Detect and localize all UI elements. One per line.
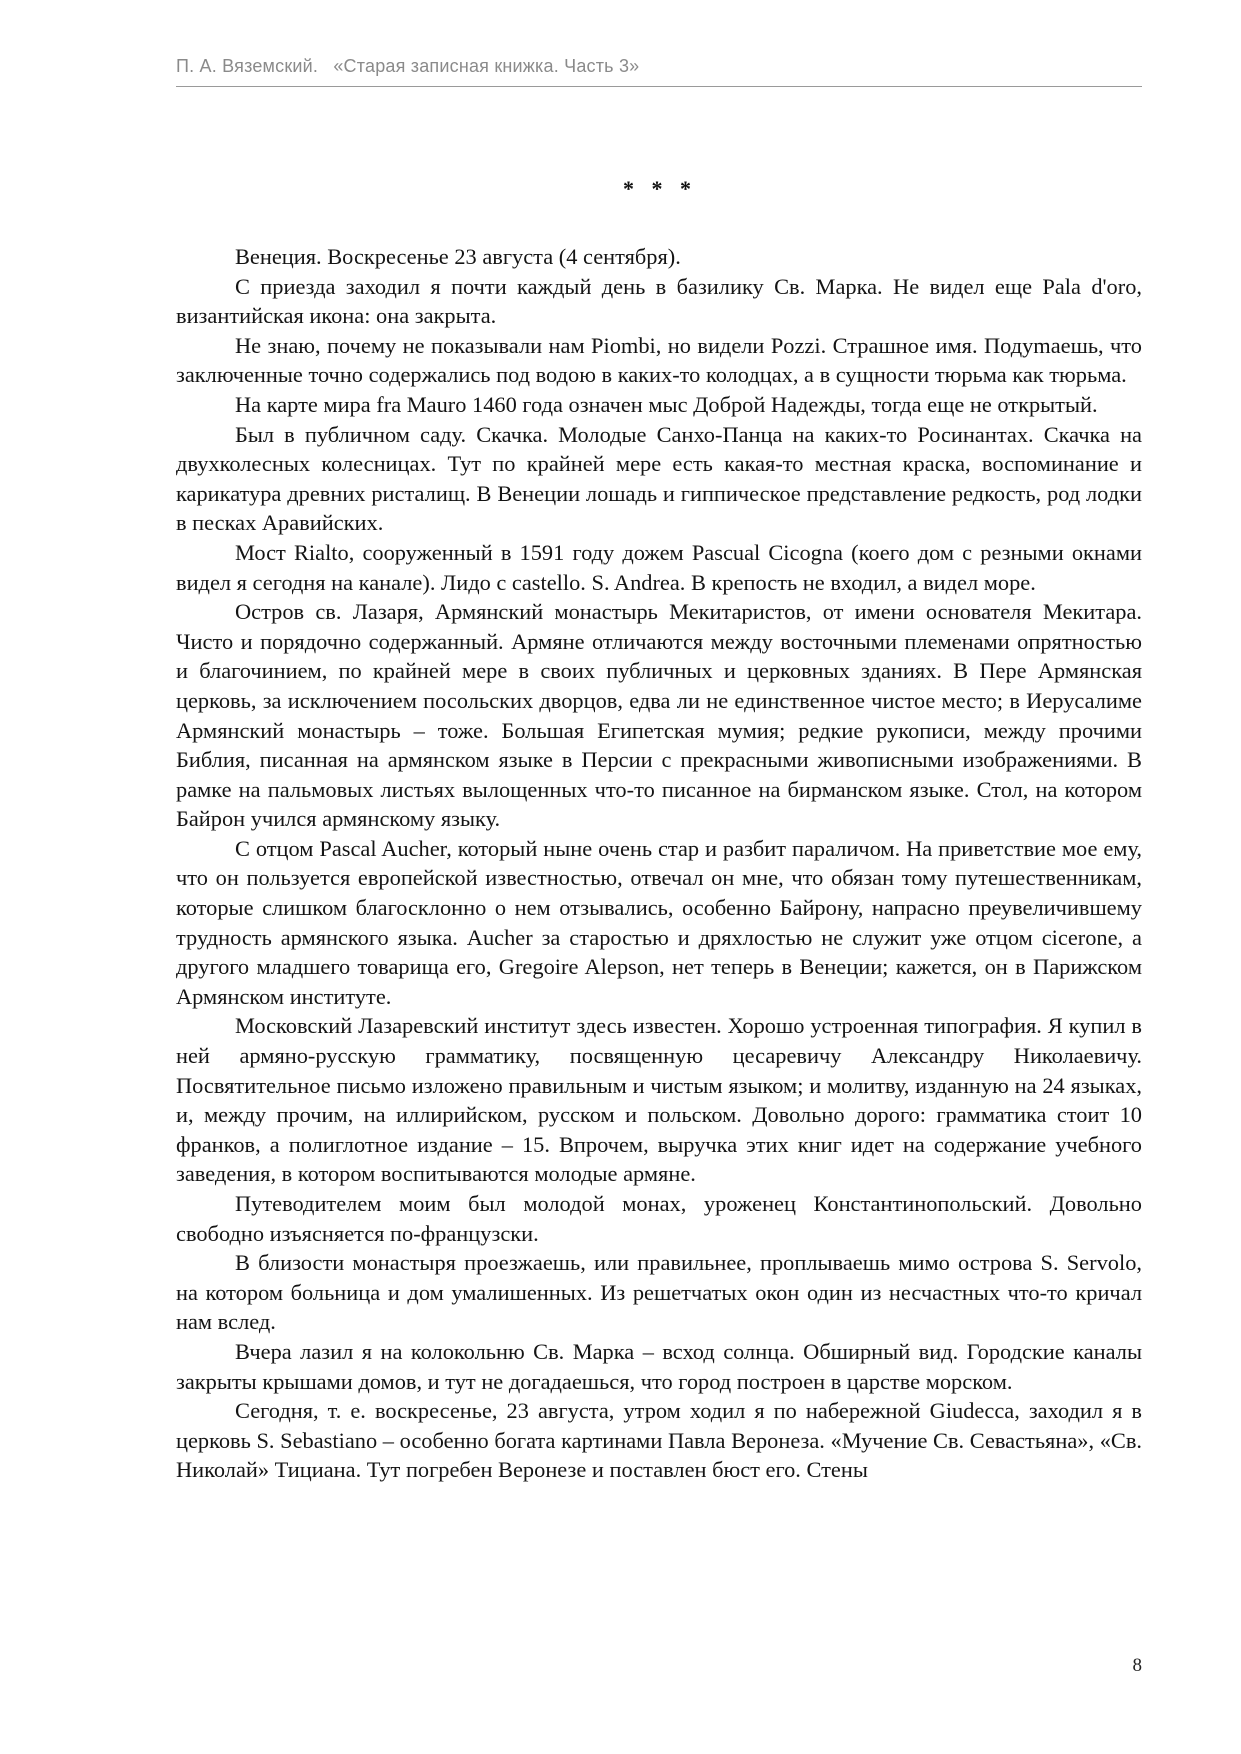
paragraph: Вчера лазил я на колокольню Св. Марка – всход солнца. Обширный вид. Городские каналы закрыты крышами домов, и тут не догадаешься, что город построен в царстве морском. bbox=[176, 1338, 1142, 1394]
paragraph: Сегодня, т. е. воскресенье, 23 августа, утром ходил я по набережной Giudecca, заходил я в церковь S. Sebastiano – особенно богата картинами Павла Веронеза. «Мучение Св. Севастьяна», «Св. Николай» Тициана. Тут погребен Веронезе и поставлен бюст его. Стены bbox=[176, 1398, 1142, 1483]
paragraph: Не знаю, почему не показывали нам Piombi, но видели Pozzi. Страшное имя. Подуmаешь, что заключенные точно содержались под водою в каких-то колодцах, а в сущности тюрьма как тюрьма. bbox=[176, 332, 1142, 388]
paragraph: Венеция. Воскресенье 23 августа (4 сентября). bbox=[235, 244, 681, 269]
section-separator: * * * bbox=[623, 176, 697, 201]
paragraph: В близости монастыря проезжаешь, или правильнее, проплываешь мимо острова S. Servolo, на котором больница и дом умалишенных. Из решетчатых окон один из несчастных что-то кричал нам вслед. bbox=[176, 1250, 1142, 1335]
page-number: 8 bbox=[1132, 1655, 1142, 1676]
paragraph: С отцом Pascal Aucher, который ныне очень стар и разбит параличом. На приветствие мое ему, что он пользуется европейской известностью, отвечал он мне, что обязан тому путешественникам, которые слишком благосклонно о нем отзывались, особенно Байрону, напрасно преувеличившему трудность армянского языка. Aucher за старостью и дряхлостью не служит уже отцом cicerone, а другого младшего товарища его, Gregoire Alepson, нет теперь в Венеции; кажется, он в Парижском Армянском институте. bbox=[176, 835, 1142, 1009]
paragraph: С приезда заходил я почти каждый день в базилику Св. Марка. Не видел еще Pala d'oro, византийская икона: она закрыта. bbox=[176, 273, 1142, 329]
header-author: П. А. Вяземский. bbox=[176, 56, 319, 76]
paragraph: Московский Лазаревский институт здесь известен. Хорошо устроенная типография. Я купил в ней армяно-русскую грамматику, посвященную цесаревичу Александру Николаевичу. Посвятительное письмо изложено правильным и чистым языком; и молитву, изданную на 24 языках, и, между прочим, на иллирийском, русском и польском. Довольно дорого: грамматика стоит 10 франков, а полиглотное издание – 15. Впрочем, выручка этих книг идет на содержание учебного заведения, в котором воспитываются молодые армяне. bbox=[176, 1013, 1142, 1187]
paragraph: Мост Rialto, сооруженный в 1591 году дожем Pascual Cicogna (коего дом с резными окнами видел я сегодня на канале). Лидо с castello. S. Andrea. В крепость не входил, а видел море. bbox=[176, 539, 1142, 595]
paragraph: На карте мира fra Mauro 1460 года означен мыс Доброй Надежды, тогда еще не открытый. bbox=[235, 391, 1098, 417]
header-title: «Старая записная книжка. Часть 3» bbox=[333, 56, 640, 76]
body-text bbox=[176, 242, 1142, 1485]
running-header bbox=[176, 56, 639, 77]
paragraph: Был в публичном саду. Скачка. Молодые Санхо-Панца на каких-то Росинантах. Скачка на двухколесных колесницах. Тут по крайней мере есть какая-то местная краска, воспоминание и карикатура древних ристалищ. В Венеции лошадь и гиппическое представление редкость, род лодки в песках Аравийских. bbox=[176, 421, 1142, 536]
header-rule bbox=[176, 86, 1142, 87]
paragraph: Путеводителем моим был молодой монах, уроженец Константинопольский. Довольно свободно изъясняется по-французски. bbox=[176, 1191, 1142, 1246]
paragraph: Остров св. Лазаря, Армянский монастырь Мекитаристов, от имени основателя Мекитара. Чисто и порядочно содержанный. Армяне отличаются между восточными племенами опрятностью и благочинием, по крайней мере в своих публичных и церковных зданиях. В Пере Армянская церковь, за исключением посольских дворцов, едва ли не единственное чистое место; в Иерусалиме Армянский монастырь – тоже. Большая Египетская мумия; редкие рукописи, между прочими Библия, писанная на армянском языке в Персии с прекрасными живописными изображениями. В рамке на пальмовых листьях вылощенных что-то писанное на бирманском языке. Стол, на котором Байрон учился армянскому языку. bbox=[176, 599, 1142, 832]
